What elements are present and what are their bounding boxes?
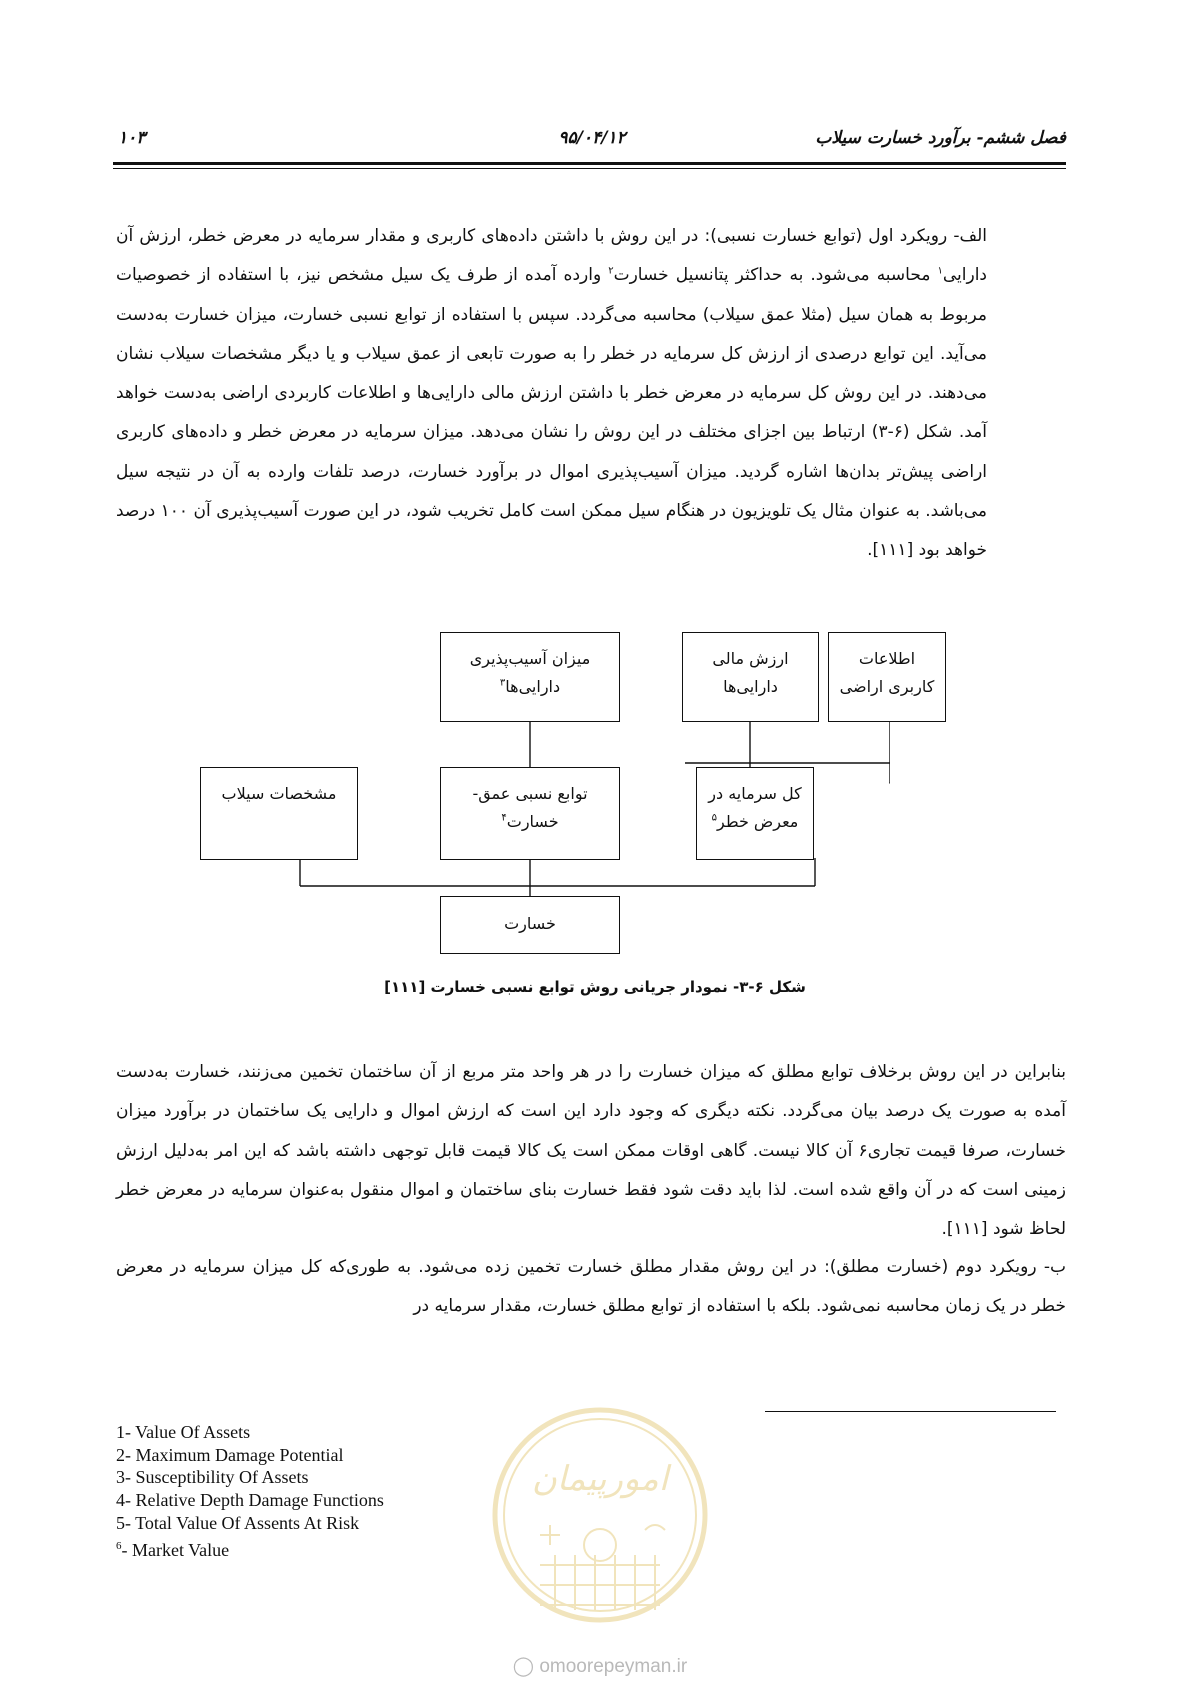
header-date: ۹۵/۰۴/۱۲ (558, 128, 626, 148)
figure-caption: شکل ۶-۳- نمودار جریانی روش توابع نسبی خسارت [۱۱۱] (384, 978, 806, 996)
watermark-logo (480, 1395, 720, 1665)
paragraph-relative-explanation: بنابراین در این روش برخلاف توابع مطلق که میزان خسارت را در هر واحد متر مربع از آن ساختمان تخمین می‌زنند، خسارت به‌دست آمده به صورت یک درصد بیان می‌گردد. نکته دیگری که وجود دارد این است که ارزش اموال و دارایی یک ساختمان در برآورد میزان خسارت، صرفا قیمت تجاری۶ آن کالا نیست. گاهی اوقات ممکن است یک کالا قیمت قابل توجهی داشته باشد که این امر به‌دلیل ارزش زمینی است که در آن واقع شده است. لذا باید دقت شود فقط خسارت بنای ساختمان و اموال منقول به‌عنوان سرمایه در معرض خطر لحاظ شود [۱۱۱]. (116, 1062, 1066, 1240)
footnote-4: 4- Relative Depth Damage Functions (116, 1490, 384, 1511)
citation: [۱۱۱]. (867, 540, 914, 561)
watermark-logo-text: امورپیمان (531, 1459, 669, 1499)
footnote-5: 5- Total Value Of Assents At Risk (116, 1512, 360, 1533)
running-header (118, 128, 1066, 152)
box-total-capital-at-risk: کل سرمایه در معرض خطر$^۵$ (696, 767, 814, 860)
chapter-title: فصل ششم- برآورد خسارت سیلاب (815, 128, 1066, 148)
box-damage: خسارت (440, 896, 620, 954)
paragraph-approach-one: الف- رویکرد اول (توابع خسارت نسبی): در این روش با داشتن داده‌های کاربری و مقدار سرمایه در معرض خطر، ارزش آن دارایی$^۱$ محاسبه می‌شود. به حداکثر پتانسیل خسارت$^۲$ وارده آمده از طرف یک سیل مشخص نیز، با استفاده از خصوصیات مربوط به همان سیل (مثلا عمق سیلاب) محاسبه می‌گردد. سپس با استفاده از توابع نسبی خسارت، میزان خسارت به‌دست می‌آید. این توابع درصدی از ارزش کل سرمایه در خطر را به صورت تابعی از عمق سیلاب و یا دیگر مشخصات سیلاب نشان می‌دهند. در این روش کل سرمایه در معرض خطر با داشتن ارزش مالی دارایی‌ها و اطلاعات کاربردی اراضی به‌دست خواهد آمد. شکل (۶-۳) ارتباط بین اجزای مختلف در این روش را نشان می‌دهد. میزان سرمایه در معرض خطر و داده‌های کاربری اراضی پیش‌تر بدان‌ها اشاره گردید. میزان آسیب‌پذیری اموال در برآورد خسارت، درصد تلفات وارده به آن در نتیجه سیل می‌باشد. به عنوان مثال یک تلویزیون در هنگام سیل ممکن است کامل تخریب شود، در این صورت آسیب‌پذیری آن ۱۰۰ درصد خواهد بود [۱۱۱]. (116, 226, 988, 561)
box-land-use-info: اطلاعات کاربری اراضی (828, 632, 946, 722)
footnote-6: $^6$- Market Value (116, 1539, 230, 1560)
watermark-url: ◯ omoorepeyman.ir (512, 1656, 688, 1677)
footnotes (116, 1421, 384, 1561)
footnote-1: 1- Value Of Assets (116, 1422, 251, 1442)
page-number: ۱۰۳ (118, 128, 146, 148)
footnote-rule (765, 1411, 1056, 1412)
footnote-3: 3- Susceptibility Of Assets (116, 1467, 309, 1488)
box-financial-value: ارزش مالی دارایی‌ها (682, 632, 819, 722)
footnote-ref-2: ۲ (608, 265, 614, 277)
footnote-ref-1: ۱ (937, 265, 943, 277)
footnote-2: 2- Maximum Damage Potential (116, 1444, 344, 1465)
box-depth-damage-functions: توابع نسبی عمق- خسارت$^۴$ (440, 767, 620, 860)
header-rule-thin (113, 168, 1066, 169)
box-flood-characteristics: مشخصات سیلاب (200, 767, 358, 860)
header-rule-thick (113, 162, 1066, 165)
paragraph-approach-two: ب- رویکرد دوم (خسارت مطلق): در این روش مقدار مطلق خسارت تخمین زده می‌شود. به طوری‌که کل میزان سرمایه در معرض خطر در یک زمان محاسبه نمی‌شود. بلکه با استفاده از توابع مطلق خسارت، مقدار سرمایه در (116, 1257, 1066, 1317)
box-asset-vulnerability: میزان آسیب‌پذیری دارایی‌ها$^۳$ (440, 632, 620, 722)
flowchart (200, 640, 935, 960)
